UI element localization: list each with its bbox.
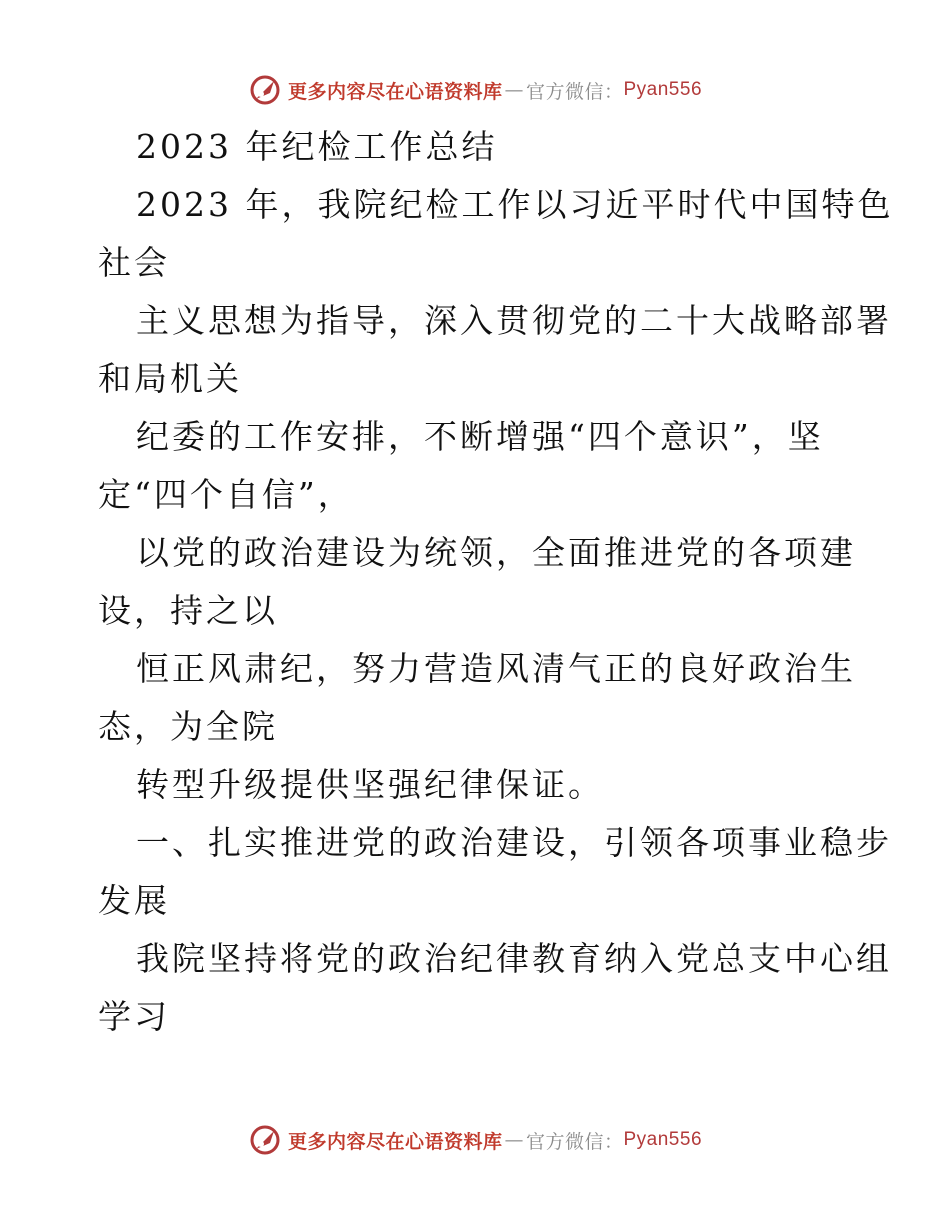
text-line: 2023 年纪检工作总结: [136, 127, 498, 166]
banner-separator: —: [504, 79, 524, 101]
banner-brand-text: 更多内容尽在心语资料库: [287, 1130, 503, 1153]
text-line: 纪委的工作安排，不断增强“四个意识”，坚: [136, 417, 824, 456]
banner-wechat-label: 官方微信：: [525, 1130, 624, 1153]
text-line: 社会: [98, 243, 170, 282]
text-line: 发展: [98, 881, 170, 920]
footer-watermark-banner: [0, 1120, 950, 1160]
text-line: 转型升级提供坚强纪律保证。: [136, 765, 604, 804]
header-watermark-banner: [0, 70, 950, 110]
quill-seal-icon: [248, 1123, 282, 1157]
quill-seal-icon: [248, 73, 282, 107]
text-line: 恒正风肃纪，努力营造风清气正的良好政治生: [136, 649, 856, 688]
text-line: 以党的政治建设为统领，全面推进党的各项建: [136, 533, 856, 572]
text-line: 2023 年，我院纪检工作以习近平时代中国特色: [136, 185, 894, 224]
text-line: 设，持之以: [98, 591, 278, 630]
banner-wechat-id: Pyan556: [623, 1129, 703, 1150]
text-line: 主义思想为指导，深入贯彻党的二十大战略部署: [136, 301, 892, 340]
banner-brand-text: 更多内容尽在心语资料库: [287, 80, 503, 103]
document-body: [98, 118, 894, 1046]
text-line: 定“四个自信”，: [98, 475, 354, 514]
text-line: 一、扎实推进党的政治建设，引领各项事业稳步: [136, 823, 892, 862]
banner-wechat-label: 官方微信：: [525, 80, 624, 103]
banner-separator: —: [504, 1129, 524, 1151]
text-line: 我院坚持将党的政治纪律教育纳入党总支中心组: [136, 939, 892, 978]
text-line: 态，为全院: [98, 707, 278, 746]
text-line: 学习: [98, 997, 170, 1036]
banner-wechat-id: Pyan556: [623, 79, 703, 100]
text-line: 和局机关: [98, 359, 242, 398]
